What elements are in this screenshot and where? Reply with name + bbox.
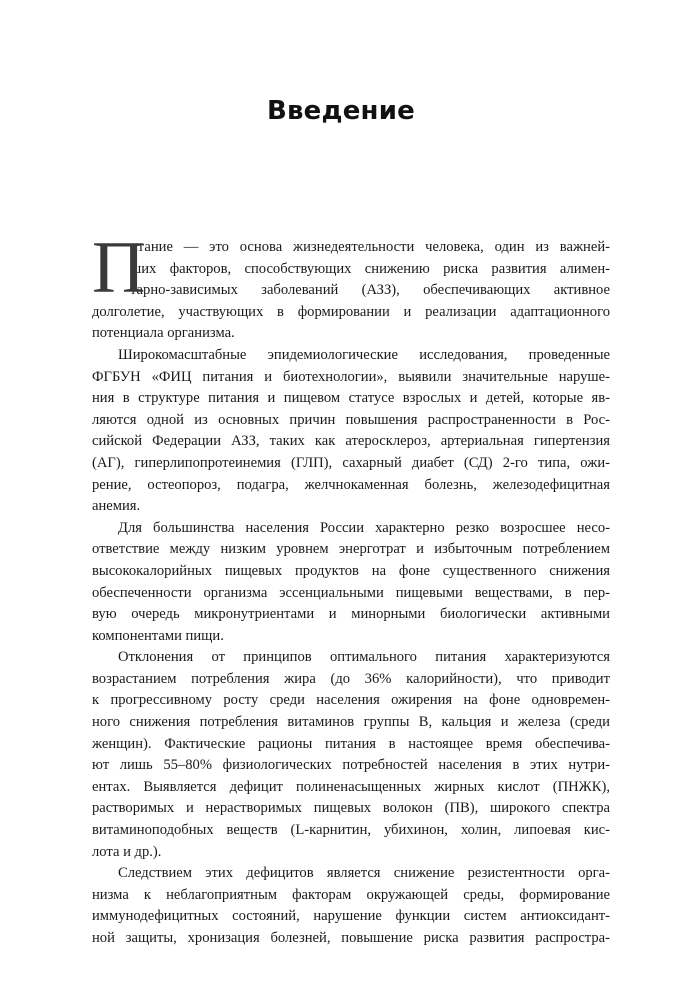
paragraph-2 (92, 345, 610, 518)
text-line: женщин). Фактические рационы питания в настоящее время обеспечива- (92, 735, 610, 752)
text-line: ют лишь 55–80% физиологических потребностей населения в этих нутри- (92, 757, 610, 774)
text-line: низма к неблагоприятным факторам окружающей среды, формирование (92, 886, 610, 903)
text-line: витаминоподобных веществ (L-карнитин, убихинон, холин, липоевая кис- (92, 822, 610, 839)
text-line: ного снижения потребления витаминов группы B, кальция и железа (среди (92, 714, 610, 731)
text-line: к прогрессивному росту среди населения ожирения на фоне одновремен- (92, 692, 610, 709)
text-line: растворимых и нерастворимых пищевых волокон (ПВ), широкого спектра (92, 800, 610, 817)
text-line: ной защиты, хронизация болезней, повышение риска развития распростра- (92, 930, 610, 946)
text-line: Следствием этих дефицитов является снижение резистентности орга- (118, 865, 610, 882)
text-line: ФГБУН «ФИЦ питания и биотехнологии», выявили значительные наруше- (92, 368, 610, 385)
paragraph-4 (92, 647, 610, 863)
text-line: вую очередь микронутриентами и минорными биологически активными (92, 606, 610, 623)
text-line: ляются одной из основных причин повышения распространенности в Рос- (92, 411, 610, 428)
text-line: тарно-зависимых заболеваний (АЗЗ), обеспечивающих активное (130, 282, 610, 299)
text-line: ответствие между низким уровнем энерготрат и избыточным потреблением (92, 541, 610, 558)
text-line: Отклонения от принципов оптимального питания характеризуются (118, 649, 610, 666)
text-line: лота и др.). (92, 843, 162, 860)
text-line: потенциала организма. (92, 325, 235, 342)
text-line: высококалорийных пищевых продуктов на фоне существенного снижения (92, 562, 610, 579)
paragraph-5 (92, 863, 610, 949)
paragraph-3 (92, 518, 610, 648)
text-line: обеспеченности организма эссенциальными пищевыми веществами, в пер- (92, 584, 610, 601)
text-line: итание — это основа жизнедеятельности человека, один из важней- (130, 239, 610, 255)
text-line: ентах. Выявляется дефицит полиненасыщенных жирных кислот (ПНЖК), (92, 778, 610, 795)
page-title: Введение (267, 96, 415, 126)
text-line: Для большинства населения России характерно резко возросшее несо- (118, 519, 610, 536)
text-line: (АГ), гиперлипопротеинемия (ГЛП), сахарный диабет (СД) 2-го типа, ожи- (92, 454, 610, 471)
text-line: анемия. (92, 498, 141, 515)
text-line: ния в структуре питания и пищевом статусе взрослых и детей, которые яв- (92, 390, 610, 407)
paragraph-1 (92, 227, 610, 345)
text-line: Широкомасштабные эпидемиологические исследования, проведенные (118, 346, 610, 363)
drop-cap: П (92, 227, 146, 309)
body-text (92, 227, 610, 950)
text-line: рение, остеопороз, подагра, желчнокаменная болезнь, железодефицитная (92, 476, 610, 493)
text-line: иммунодефицитных состояний, нарушение функции систем антиоксидант- (92, 908, 610, 925)
text-line: ших факторов, способствующих снижению риска развития алимен- (130, 260, 610, 277)
text-line: возрастанием потребления жира (до 36% калорийности), что приводит (92, 670, 610, 687)
text-line: компонентами пищи. (92, 627, 224, 644)
text-line: долголетие, участвующих в формировании и реализации адаптационного (92, 303, 610, 320)
text-line: сийской Федерации АЗЗ, таких как атеросклероз, артериальная гипертензия (92, 433, 610, 450)
